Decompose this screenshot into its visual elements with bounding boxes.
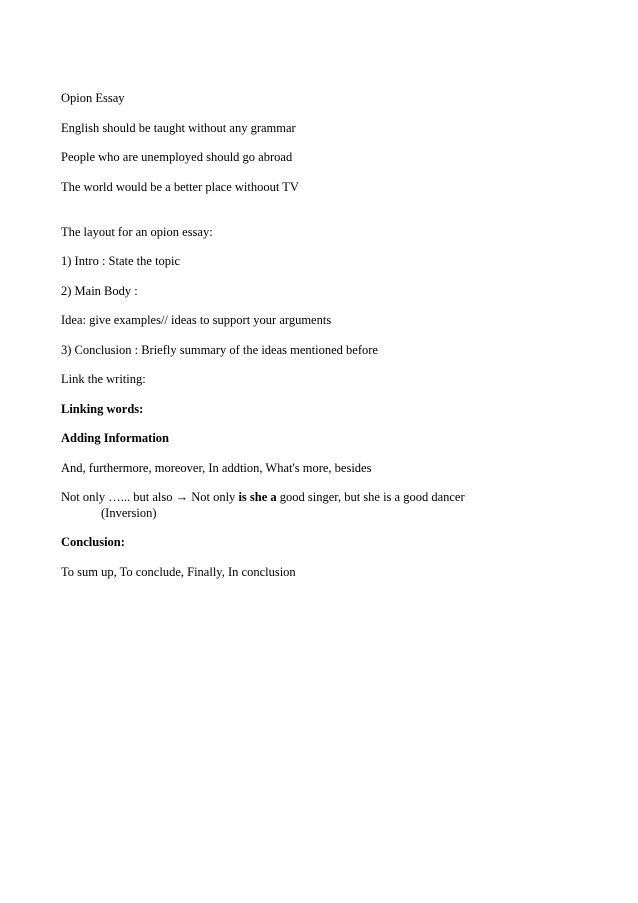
inversion-example-start: Not only …... but also → Not only xyxy=(61,490,239,504)
linking-words-heading: Linking words: xyxy=(61,402,144,416)
inversion-note: (Inversion) xyxy=(101,506,157,520)
link-heading: Link the writing: xyxy=(61,372,146,386)
inversion-example xyxy=(61,490,465,505)
adding-information-heading: Adding Information xyxy=(61,431,170,445)
conclusion-list: To sum up, To conclude, Finally, In conclusion xyxy=(61,565,296,579)
layout-item: 3) Conclusion : Briefly summary of the ideas mentioned before xyxy=(61,343,378,357)
inversion-example-end: good singer, but she is a good dancer xyxy=(276,490,465,504)
layout-item: 2) Main Body : xyxy=(61,284,138,298)
document-title: Opion Essay xyxy=(61,91,125,105)
adding-information-list: And, furthermore, moreover, In addtion, What's more, besides xyxy=(61,461,372,475)
topic-line: People who are unemployed should go abroad xyxy=(61,150,293,164)
layout-item: Idea: give examples// ideas to support your arguments xyxy=(61,313,332,327)
conclusion-heading: Conclusion: xyxy=(61,535,125,549)
layout-item: 1) Intro : State the topic xyxy=(61,254,181,268)
topic-line: English should be taught without any grammar xyxy=(61,121,296,135)
topic-line: The world would be a better place withoout TV xyxy=(61,180,299,194)
layout-heading: The layout for an opion essay: xyxy=(61,225,213,239)
inversion-example-bold: is she a xyxy=(238,490,277,504)
